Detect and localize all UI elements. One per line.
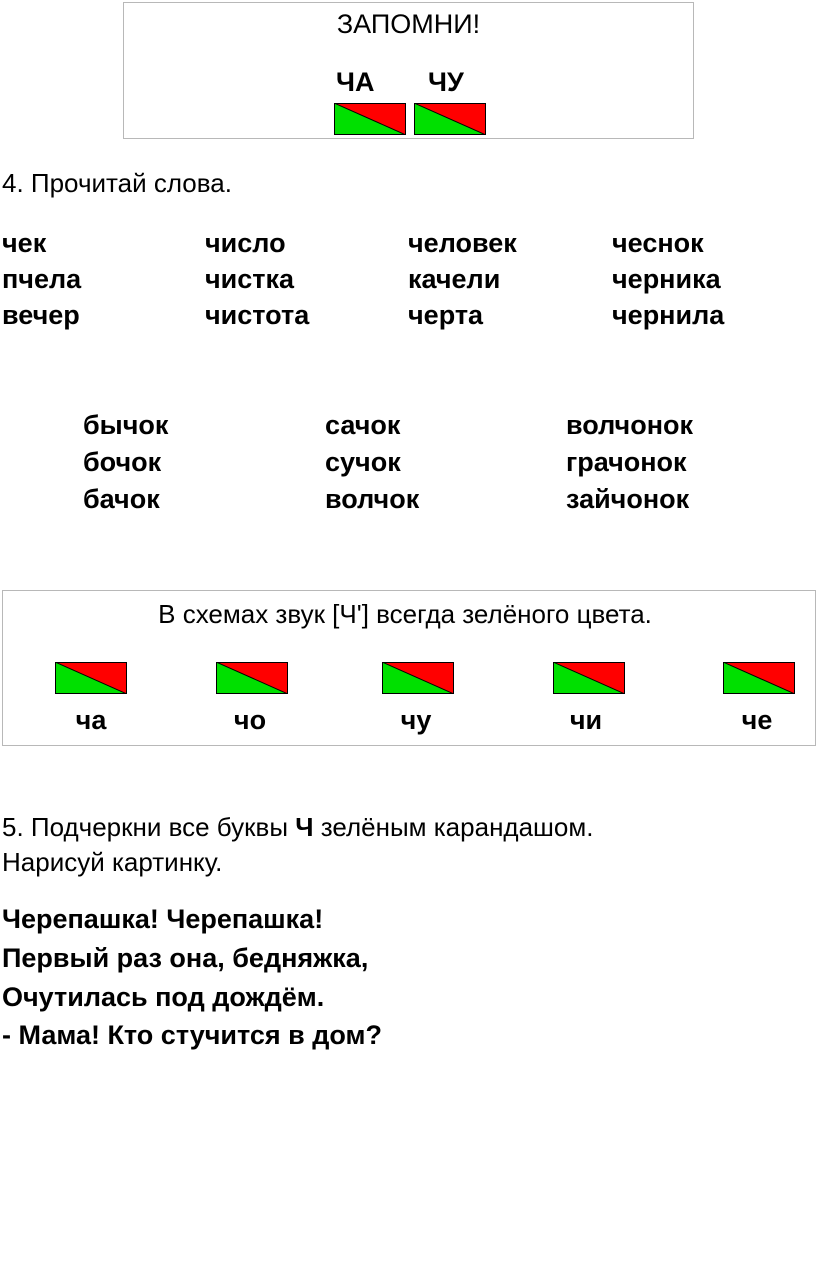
scheme-syllable: че [741,705,773,735]
poem-line: Очутилась под дождём. [2,982,325,1012]
sound-scheme-icon [216,662,288,694]
poem-line: Черепашка! Черепашка! [2,904,324,934]
word: сучок [325,447,401,477]
word: пчела [2,264,82,294]
task5-subheading: Нарисуй картинку. [2,847,223,877]
task5-heading-text: 5. Подчеркни все буквы [2,812,296,842]
word: человек [408,228,517,258]
word: бочок [83,447,162,477]
poem-line: - Мама! Кто стучится в дом? [2,1020,382,1050]
word: зайчонок [566,484,690,514]
word: бачок [83,484,160,514]
word: чеснок [612,228,704,258]
task5-heading [2,812,593,843]
remember-syllable-cha: ЧА [336,67,375,97]
remember-box [123,2,694,139]
word: чистота [205,300,310,330]
task5-heading-text: зелёным карандашом. [313,812,594,842]
word: качели [408,264,501,294]
sound-scheme-icon [414,103,486,135]
sound-scheme-icon [334,103,406,135]
scheme-box [2,590,816,746]
word: вечер [2,300,80,330]
word: чистка [205,264,295,294]
word: волчок [325,484,420,514]
word: бычок [83,410,169,440]
scheme-syllable: ча [75,705,107,735]
scheme-syllable: чи [569,705,603,735]
word: сачок [325,410,401,440]
word: грачонок [566,447,687,477]
word: черта [408,300,484,330]
poem-line: Первый раз она, бедняжка, [2,943,369,973]
scheme-caption: В схемах звук [Ч'] всегда зелёного цвета. [158,599,652,629]
remember-title: ЗАПОМНИ! [336,9,481,39]
sound-scheme-icon [723,662,795,694]
sound-scheme-icon [382,662,454,694]
word: число [205,228,286,258]
scheme-syllable: чу [400,705,432,735]
remember-syllable-chu: ЧУ [428,67,464,97]
word: волчонок [566,410,694,440]
task5-heading-letter: Ч [295,812,314,842]
sound-scheme-icon [553,662,625,694]
task4-heading: 4. Прочитай слова. [2,168,232,198]
scheme-syllable: чо [233,705,267,735]
sound-scheme-icon [55,662,127,694]
word: чернила [612,300,725,330]
word: черника [612,264,721,294]
word: чек [2,228,47,258]
